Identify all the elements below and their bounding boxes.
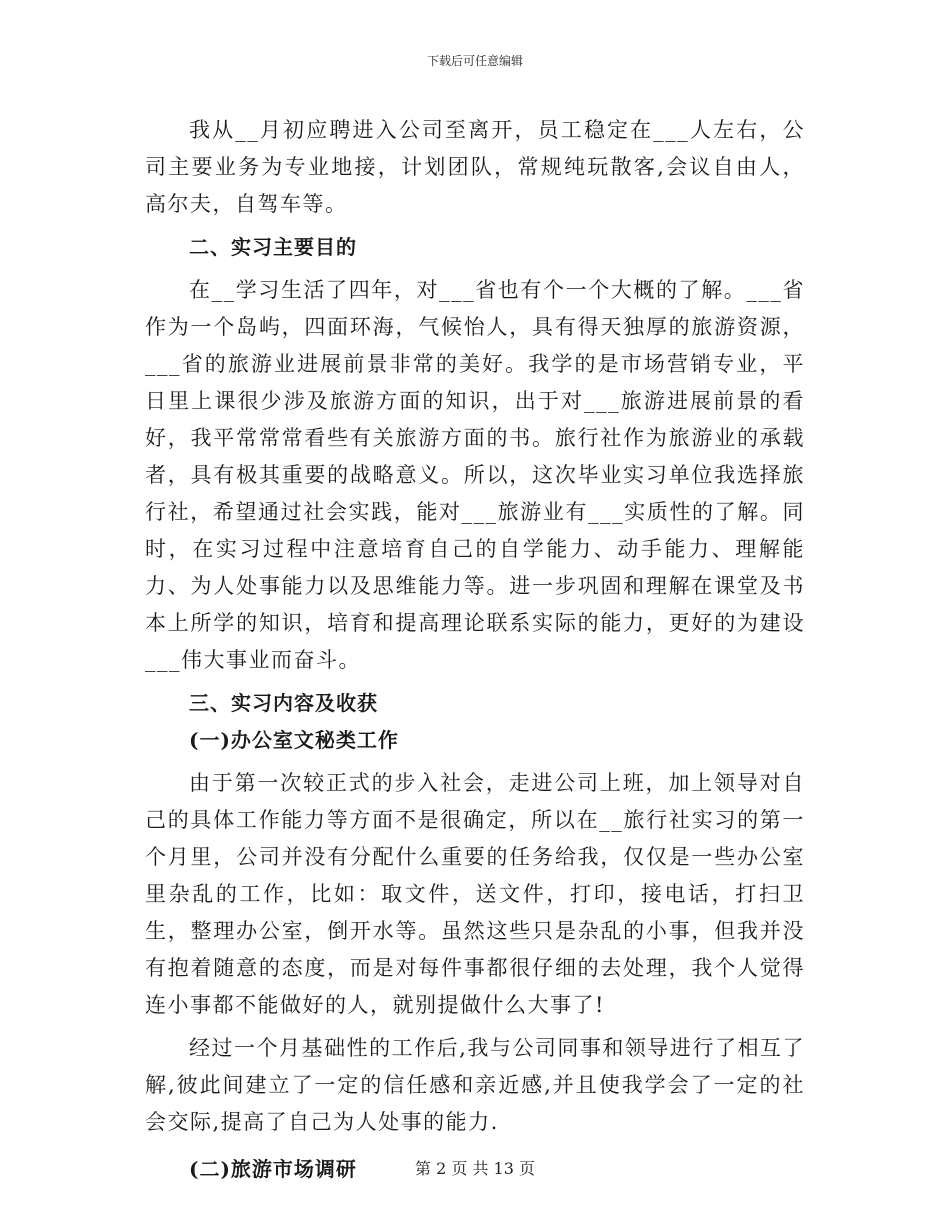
spacer: [145, 1141, 805, 1151]
paragraph-purpose: 在__学习生活了四年，对___省也有个一个大概的了解。___省作为一个岛屿，四面环海，气候怡人，具有得天独厚的旅游资源，___省的旅游业进展前景非常的美好。我学的是市场营销专业，平日里上课很少涉及旅游方面的知识，出于对___旅游进展前景的看好，我平常常常看些有关旅游方面的书。旅行社作为旅游业的承载者，具有极其重要的战略意义。所以，这次毕业实习单位我选择旅行社，希望通过社会实践，能对___旅游业有___实质性的了解。同时，在实习过程中注意培育自己的自学能力、动手能力、理解能力、为人处事能力以及思维能力等。进一步巩固和理解在课堂及书本上所学的知识，培育和提高理论联系实际的能力，更好的为建设___伟大事业而奋斗。: [145, 278, 805, 672]
subsection-heading-market-research: (二)旅游市场调研: [189, 1157, 357, 1181]
document-body: [145, 112, 805, 1188]
subsection-heading-office-work: (一)办公室文秘类工作: [189, 728, 399, 752]
paragraph-after-first-month: 经过一个月基础性的工作后,我与公司同事和领导进行了相互了解,彼此间建立了一定的信任感和亲近感,并且使我学会了一定的社会交际,提高了自己为人处事的能力.: [145, 1036, 805, 1134]
paragraph-company-overview: 我从__月初应聘进入公司至离开，员工稳定在___人左右，公司主要业务为专业地接，计划团队，常规纯玩散客,会议自由人，高尔夫，自驾车等。: [145, 118, 805, 216]
page-header: 下载后可任意编辑: [426, 54, 523, 68]
section-heading-purpose: 二、实习主要目的: [189, 235, 357, 259]
section-heading-content: 三、实习内容及收获: [189, 691, 378, 715]
page-footer: 第 2 页 共 13 页: [415, 1159, 535, 1178]
paragraph-office-work: 由于第一次较正式的步入社会，走进公司上班，加上领导对自己的具体工作能力等方面不是很确定，所以在__旅行社实习的第一个月里，公司并没有分配什么重要的任务给我，仅仅是一些办公室里杂乱的工作，比如：取文件，送文件，打印，接电话，打扫卫生，整理办公室，倒开水等。虽然这些只是杂乱的小事，但我并没有抱着随意的态度，而是对每件事都很仔细的去处理，我个人觉得连小事都不能做好的人，就别提做什么大事了!: [145, 771, 805, 1017]
